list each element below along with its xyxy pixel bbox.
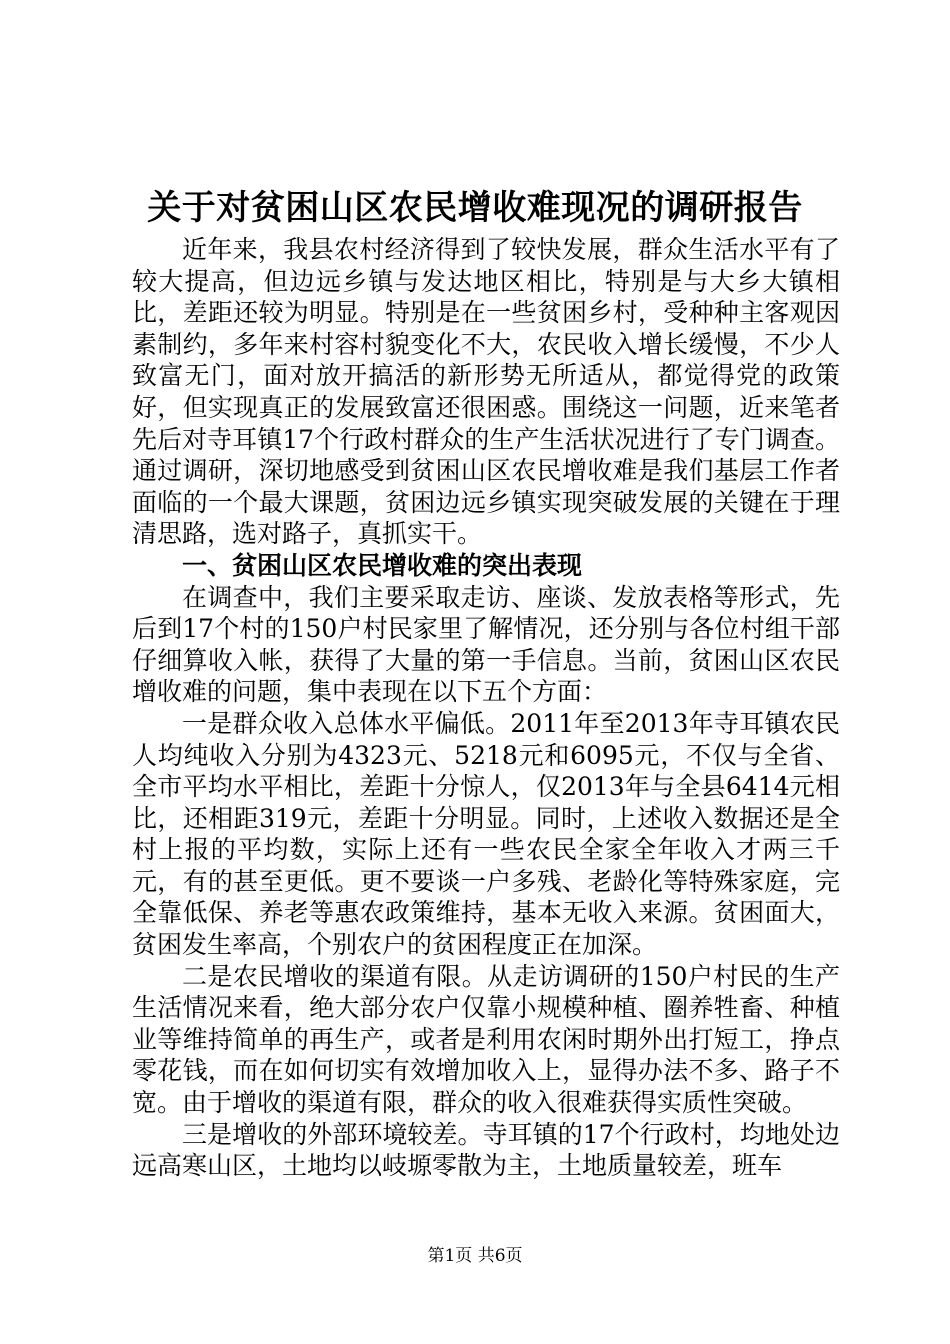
point-two-paragraph: 二是农民增收的渠道有限。从走访调研的150户村民的生产生活情况来看，绝大部分农户仅靠小规模种植、圈养牲畜、种植业等维持简单的再生产，或者是利用农闲时期外出打短工，挣点零花钱，而在如何切实有效增加收入上，显得办法不多、路子不宽。由于增收的渠道有限，群众的收入很难获得实质性突破。: [132, 961, 840, 1118]
page-footer: 第1页 共6页: [427, 1246, 523, 1266]
section-heading: 一、贫困山区农民增收难的突出表现: [182, 550, 583, 580]
document-title: 关于对贫困山区农民增收难现况的调研报告: [147, 188, 803, 228]
survey-paragraph: 在调查中，我们主要采取走访、座谈、发放表格等形式，先后到17个村的150户村民家里了解情况，还分别与各位村组干部仔细算收入帐，获得了大量的第一手信息。当前，贫困山区农民增收难的问题，集中表现在以下五个方面：: [132, 582, 840, 707]
document-body: [132, 234, 840, 1182]
point-one-paragraph: 一是群众收入总体水平偏低。2011年至2013年寺耳镇农民人均纯收入分别为4323元、5218元和6095元，不仅与全省、全市平均水平相比，差距十分惊人，仅2013年与全县6414元相比，还相距319元，差距十分明显。同时，上述收入数据还是全村上报的平均数，实际上还有一些农民全家全年收入才两三千元，有的甚至更低。更不要谈一户多残、老龄化等特殊家庭，完全靠低保、养老等惠农政策维持，基本无收入来源。贫困面大，贫困发生率高，个别农户的贫困程度正在加深。: [132, 708, 840, 960]
point-three-paragraph: 三是增收的外部环境较差。寺耳镇的17个行政村，均地处边远高寒山区，土地均以岐塬零散为主，土地质量较差，班车: [132, 1119, 840, 1181]
intro-paragraph: 近年来，我县农村经济得到了较快发展，群众生活水平有了较大提高，但边远乡镇与发达地区相比，特别是与大乡大镇相比，差距还较为明显。特别是在一些贫困乡村，受种种主客观因素制约，多年来村容村貌变化不大，农民收入增长缓慢，不少人致富无门，面对放开搞活的新形势无所适从，都觉得党的政策好，但实现真正的发展致富还很困惑。围绕这一问题，近来笔者先后对寺耳镇17个行政村群众的生产生活状况进行了专门调查。通过调研，深切地感受到贫困山区农民增收难是我们基层工作者面临的一个最大课题，贫困边远乡镇实现突破发展的关键在于理清思路，选对路子，真抓实干。: [132, 235, 840, 549]
